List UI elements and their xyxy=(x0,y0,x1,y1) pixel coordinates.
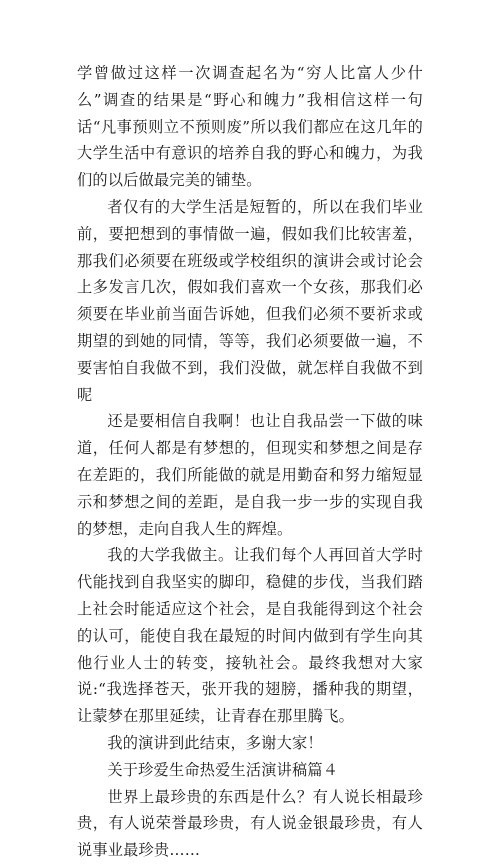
paragraph-speech-end: 我的演讲到此结束，多谢大家！ xyxy=(107,733,323,752)
section-title: 关于珍爱生命热爱生活演讲稿篇４ xyxy=(107,760,339,779)
paragraph-short-college-life: 者仅有的大学生活是短暂的，所以在我们毕业前，要把想到的事情做一遍，假如我们比较害羞，那我们必须要在班级或学校组织的演讲会或讨论会上多发言几次，假如我们喜欢一个女孩，那我们必须要在毕业前当面告诉她，但我们必须不要祈求或期望的到她的同情，等等，我们必须要做一遍，不要害怕自我做不到，我们没做，就怎样自我做不到呢 xyxy=(77,197,423,404)
paragraph-believe-in-yourself: 还是要相信自我啊！也让自我品尝一下做的味道，任何人都是有梦想的，但现实和梦想之间是存在差距的，我们所能做的就是用勤奋和努力缩短显示和梦想之间的差距，是自我一步一步的实现自我的梦想，走向自我人生的辉煌。 xyxy=(77,412,423,538)
paragraph-my-college: 我的大学我做主。让我们每个人再回首大学时代能找到自我坚实的脚印，稳健的步伐，当我们踏上社会时能适应这个社会，是自我能得到这个社会的认可，能使自我在最短的时间内做到有学生向其他行业人士的转变，接轨社会。最终我想对大家说:“我选择苍天，张开我的翅膀，播种我的期望，让蒙梦在那里延续，让青春在那里腾飞。 xyxy=(77,546,423,726)
paragraph-most-precious: 世界上最珍贵的东西是什么？有人说长相最珍贵，有人说荣誉最珍贵，有人说金银最珍贵，有人说事业最珍贵…… xyxy=(77,787,423,860)
paragraph-survey: 学曾做过这样一次调查起名为“穷人比富人少什么”调查的结果是“野心和魄力”我相信这样一句话“凡事预则立不预则废”所以我们都应在这几年的大学生活中有意识的培养自我的野心和魄力，为我们的以后做最完美的铺垫。 xyxy=(77,64,423,190)
document-body xyxy=(77,60,423,864)
